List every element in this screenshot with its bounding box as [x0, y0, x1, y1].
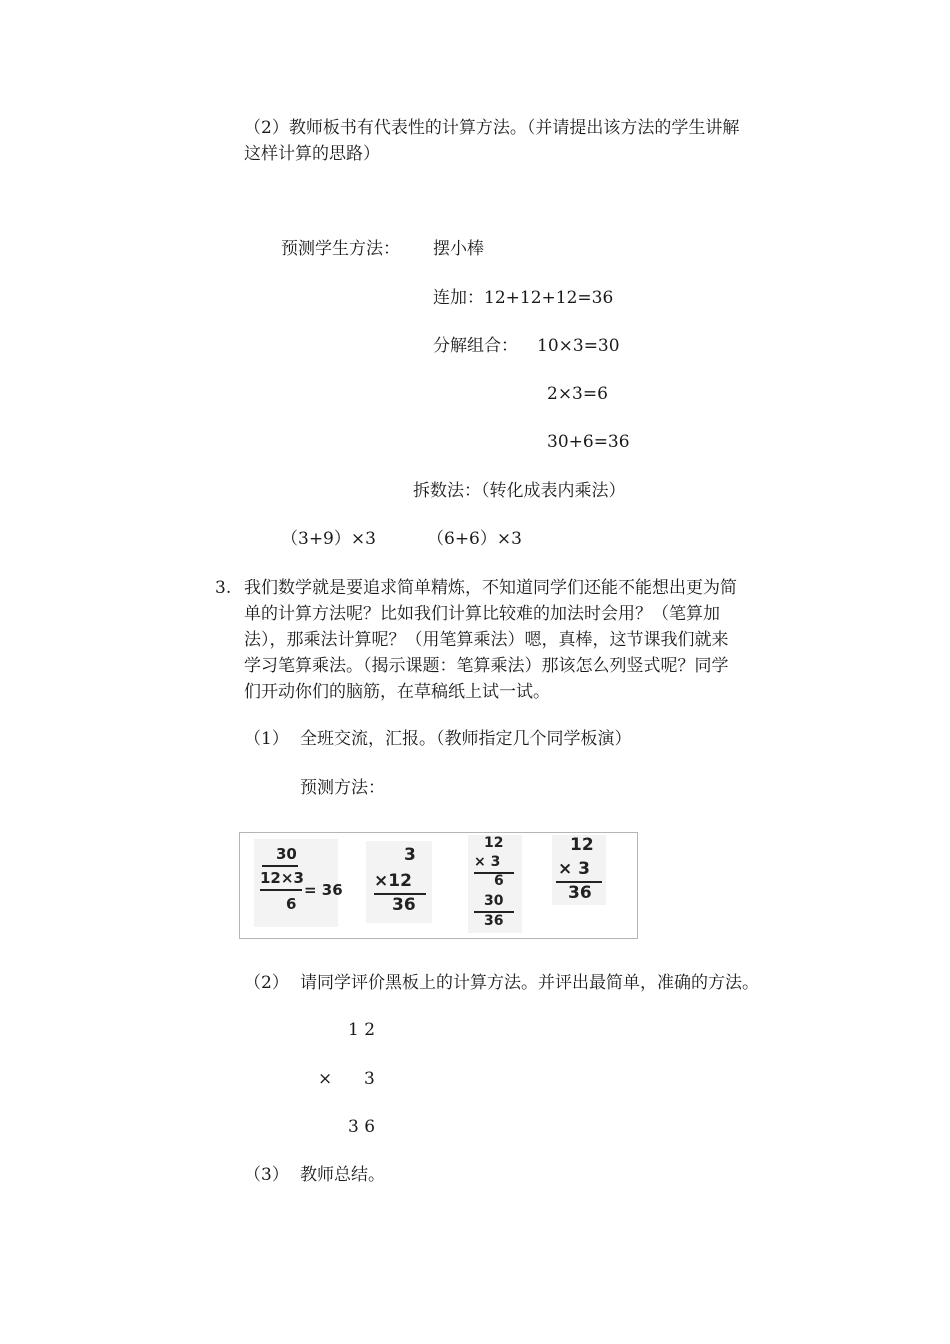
vertical-multiplier: 3	[364, 1069, 375, 1089]
method-split-example-b: （6+6）×3	[427, 529, 522, 549]
item-3-line-4: 学习笔算乘法。（揭示课题：笔算乘法）那该怎么列竖式呢？同学	[244, 656, 729, 676]
method-sticks: 摆小棒	[433, 239, 484, 259]
predict-methods-label: 预测方法：	[300, 778, 385, 798]
sub-2-text: 请同学评价黑板上的计算方法。并评出最简单，准确的方法。	[300, 973, 759, 993]
hw-a-top: 30	[276, 845, 297, 863]
item-3-line-1: 我们数学就是要追求简单精炼，不知道同学们还能不能想出更为简	[244, 578, 737, 598]
hw-a-bot: 6	[286, 895, 297, 913]
method-split-number: 拆数法：（转化成表内乘法）	[413, 481, 626, 501]
hw-b-mid: ×12	[374, 871, 412, 891]
hw-c-mid: × 3	[474, 854, 501, 870]
prediction-label: 预测学生方法：	[281, 239, 400, 259]
hw-c-result: 36	[484, 913, 504, 929]
section-2-line-1: （2）教师板书有代表性的计算方法。（并请提出该方法的学生讲解	[244, 118, 740, 138]
hw-c-top: 12	[484, 835, 504, 851]
hw-a-eq: = 36	[304, 881, 343, 899]
item-3-line-5: 们开动你们的脑筋，在草稿纸上试一试。	[244, 682, 550, 702]
hw-c-row-2: 30	[484, 893, 504, 909]
sub-2-number: （2）	[244, 973, 289, 993]
method-decompose-label: 分解组合：	[433, 336, 518, 356]
method-decompose-step-2: 2×3=6	[547, 384, 608, 404]
hw-d-result: 36	[568, 883, 592, 903]
vertical-result: 3 6	[348, 1117, 376, 1137]
item-3-line-3: 法），那乘法计算呢？（用笔算乘法）嗯，真棒，这节课我们就来	[244, 630, 729, 650]
section-2-line-2: 这样计算的思路）	[244, 144, 380, 164]
sub-1-text: 全班交流，汇报。（教师指定几个同学板演）	[300, 729, 632, 749]
hw-c-row-1: 6	[494, 873, 504, 889]
vertical-top-number: 1 2	[348, 1020, 376, 1040]
sub-3-text: 教师总结。	[300, 1165, 385, 1185]
item-3-number: 3.	[215, 578, 232, 598]
method-split-example-a: （3+9）×3	[281, 529, 376, 549]
sub-3-number: （3）	[244, 1165, 289, 1185]
item-3-line-2: 单的计算方法呢？比如我们计算比较难的加法时会用？（笔算加	[244, 604, 720, 624]
method-decompose-step-1: 10×3=30	[537, 336, 620, 356]
handwritten-methods-figure	[239, 832, 638, 939]
hw-b-result: 36	[392, 895, 416, 915]
hw-d-mid: × 3	[558, 859, 590, 879]
hw-d-top: 12	[570, 835, 594, 855]
hw-b-top: 3	[404, 845, 416, 865]
hw-a-mid: 12×3	[260, 869, 304, 887]
vertical-operator: ×	[318, 1069, 333, 1089]
method-decompose-step-3: 30+6=36	[547, 432, 630, 452]
method-repeated-addition: 连加：12+12+12=36	[433, 288, 614, 308]
sub-1-number: （1）	[244, 729, 289, 749]
